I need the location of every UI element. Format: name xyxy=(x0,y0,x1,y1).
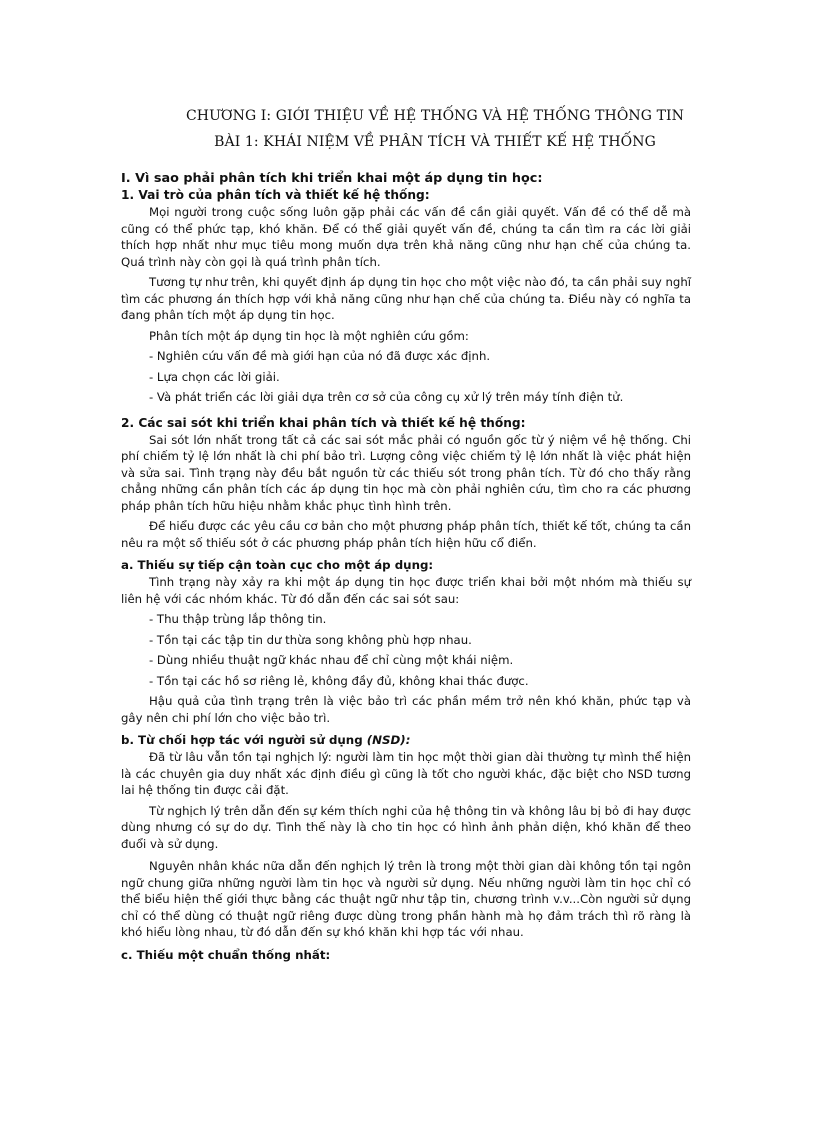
subsection-heading-c: c. Thiếu một chuẩn thống nhất: xyxy=(121,947,331,962)
subsection-heading-b-abbr: (NSD): xyxy=(366,733,411,747)
paragraph: Từ nghịch lý trên dẫn đến sự kém thích nghi của hệ thông tin và không lâu bị bỏ đi hay được dùng nhưng có sự do dự. Tình thế này là cho tin học có hình ảnh phản diện, khó khăn để theo đuổi và sử dụng. xyxy=(121,803,691,851)
subsection-heading-a: a. Thiếu sự tiếp cận toàn cục cho một áp dụng: xyxy=(121,558,434,572)
paragraph: Hậu quả của tình trạng trên là việc bảo trì các phần mềm trở nên khó khăn, phức tạp và gây nên chi phí lớn cho việc bảo trì. xyxy=(121,694,691,725)
paragraph: Tương tự như trên, khi quyết định áp dụng tin học cho một việc nào đó, ta cần phải suy nghĩ tìm các phương án thích hợp với khả năng cũng như hạn chế của chúng ta. Điều này có nghĩa ta đang phân tích một áp dụng tin học. xyxy=(121,275,691,322)
paragraph: Mọi người trong cuộc sống luôn gặp phải các vấn đề cần giải quyết. Vấn đề có thể dễ mà cũng có thể phức tạp, khó khăn. Để có thể giải quyết vấn đề, chúng ta cần tìm ra các lời giải thích hợp nhất như mục tiêu mong muốn dựa trên khả năng cũng như hạn chế của chúng ta. Quá trình này còn gọi là quá trình phân tích. xyxy=(121,205,691,269)
document-body xyxy=(121,170,691,964)
bullet-item: - Và phát triển các lời giải dựa trên cơ sở của công cụ xử lý trên máy tính điện tử. xyxy=(149,390,624,404)
bullet-item: - Nghiên cứu vấn đề mà giới hạn của nó đã được xác định. xyxy=(149,349,491,363)
paragraph: Phân tích một áp dụng tin học là một nghiên cứu gồm: xyxy=(149,328,469,343)
bullet-item: - Thu thập trùng lắp thông tin. xyxy=(149,612,327,626)
subsection-heading-1: 1. Vai trò của phân tích và thiết kế hệ thống: xyxy=(121,188,430,202)
paragraph: Nguyên nhân khác nữa dẫn đến nghịch lý trên là trong một thời gian dài không tồn tại ngôn ngữ chung giữa những người làm tin học và người sử dụng. Nếu những người làm tin học chỉ có thể biểu hiện thế giới thực bằng các thuật ngữ như tập tin, chương trình v.v...Còn người sử dụng chỉ có thể dùng có thuật ngữ riêng được dùng trong phần hành mà họ đảm trách thì rõ ràng là khó hiểu lòng nhau, từ đó dẫn đến sự khó khăn khi hợp tác với nhau. xyxy=(121,859,691,939)
paragraph: Đã từ lâu vẫn tồn tại nghịch lý: người làm tin học một thời gian dài thường tự mình thể hiện là các chuyên gia duy nhất xác định điều gì cũng là tốt cho người khác, đặc biệt cho NSD tương lai hệ thống tin được cải đặt. xyxy=(121,750,691,797)
title-block xyxy=(120,103,750,155)
bullet-item: - Dùng nhiều thuật ngữ khác nhau để chỉ cùng một khái niệm. xyxy=(149,653,514,667)
lesson-title: BÀI 1: KHÁI NIỆM VỀ PHÂN TÍCH VÀ THIẾT KẾ HỆ THỐNG xyxy=(214,134,656,150)
paragraph: Tình trạng này xảy ra khi một áp dụng tin học được triển khai bởi một nhóm mà thiếu sự liên hệ với các nhóm khác. Từ đó dẫn đến các sai sót sau: xyxy=(121,575,691,606)
bullet-item: - Tồn tại các tập tin dư thừa song không phù hợp nhau. xyxy=(149,632,472,647)
subsection-heading-b-text: b. Từ chối hợp tác với người sử dụng xyxy=(121,733,367,747)
section-heading: I. Vì sao phải phân tích khi triển khai một áp dụng tin học: xyxy=(121,171,543,186)
bullet-item: - Lựa chọn các lời giải. xyxy=(149,369,280,384)
chapter-title: CHƯƠNG I: GIỚI THIỆU VỀ HỆ THỐNG VÀ HỆ THỐNG THÔNG TIN xyxy=(186,108,684,124)
subsection-heading-b xyxy=(121,732,691,749)
bullet-item: - Tồn tại các hồ sơ riêng lẻ, không đầy đủ, không khai thác được. xyxy=(149,673,529,688)
paragraph: Để hiểu được các yêu cầu cơ bản cho một phương pháp phân tích, thiết kế tốt, chúng ta cần nêu ra một số thiếu sót ở các phương pháp phân tích hiện hữu cổ điển. xyxy=(121,519,691,550)
paragraph: Sai sót lớn nhất trong tất cả các sai sót mắc phải có nguồn gốc từ ý niệm về hệ thống. Chi phí chiếm tỷ lệ lớn nhất là chi phí bảo trì. Lượng công việc chiếm tỷ lệ lớn nhất là việc phát hiện và sửa sai. Tình trạng này đều bắt nguồn từ các thiếu sót trong phân tích. Từ đó cho thấy rằng chẳng những cần phân tích các áp dụng tin học mà còn phải nghiên cứu, tìm cho ra các phương pháp phân tích hữu hiệu nhằm khắc phục tình hình trên. xyxy=(121,432,691,513)
subsection-heading-2: 2. Các sai sót khi triển khai phân tích và thiết kế hệ thống: xyxy=(121,415,526,430)
